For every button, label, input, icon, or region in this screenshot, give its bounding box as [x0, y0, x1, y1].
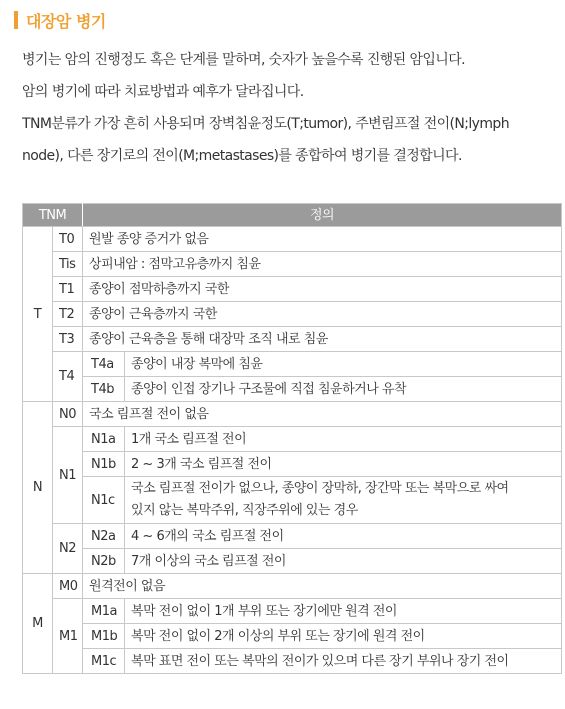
code-n0: N0: [53, 402, 83, 427]
category-t: T: [23, 227, 53, 402]
definition-t4a: 종양이 내장 복막에 침윤: [125, 352, 562, 377]
table-row: [23, 327, 562, 352]
code-m1: M1: [53, 599, 83, 674]
code-n1c: N1c: [83, 477, 125, 524]
code-m1b: M1b: [83, 624, 125, 649]
code-t0: T0: [53, 227, 83, 252]
definition-m1c: 복막 표면 전이 또는 복막의 전이가 있으며 다른 장기 부위나 장기 전이: [125, 649, 562, 674]
definition-t2: 종양이 근육층까지 국한: [83, 302, 562, 327]
definition-tis: 상피내암 : 점막고유층까지 침윤: [83, 252, 562, 277]
tnm-table: [22, 203, 562, 674]
definition-m0: 원격전이 없음: [83, 574, 562, 599]
definition-m1a: 복막 전이 없이 1개 부위 또는 장기에만 원격 전이: [125, 599, 562, 624]
code-n1a: N1a: [83, 427, 125, 452]
definition-n0: 국소 림프절 전이 없음: [83, 402, 562, 427]
code-n1b: N1b: [83, 452, 125, 477]
definition-n1c-line2: 있지 않는 복막주위, 직장주위에 있는 경우: [131, 503, 358, 518]
code-t4: T4: [53, 352, 83, 402]
header-tnm: TNM: [23, 204, 83, 227]
table-row: [23, 574, 562, 599]
table-row: [23, 549, 562, 574]
intro-line: TNM분류가 가장 흔히 사용되며 장벽침윤정도(T;tumor), 주변림프절 전이(N;lymph: [22, 116, 509, 132]
definition-n1b: 2 ~ 3개 국소 림프절 전이: [125, 452, 562, 477]
section-title-text: 대장암 병기: [26, 11, 106, 31]
intro-line: node), 다른 장기로의 전이(M;metastases)를 종합하여 병기를 결정합니다.: [22, 148, 462, 164]
table-row: [23, 477, 562, 524]
code-t2: T2: [53, 302, 83, 327]
code-t4a: T4a: [83, 352, 125, 377]
definition-n2a: 4 ~ 6개의 국소 림프절 전이: [125, 524, 562, 549]
table-row: [23, 352, 562, 377]
code-t4b: T4b: [83, 377, 125, 402]
table-row: [23, 427, 562, 452]
code-m1c: M1c: [83, 649, 125, 674]
table-row: [23, 252, 562, 277]
title-accent-bar: [14, 11, 18, 29]
code-m0: M0: [53, 574, 83, 599]
definition-n1a: 1개 국소 림프절 전이: [125, 427, 562, 452]
intro-line: 병기는 암의 진행정도 혹은 단계를 말하며, 숫자가 높을수록 진행된 암입니다.: [22, 52, 465, 68]
code-m1a: M1a: [83, 599, 125, 624]
definition-n1c: [125, 477, 562, 524]
table-row: [23, 624, 562, 649]
table-row: [23, 452, 562, 477]
code-t1: T1: [53, 277, 83, 302]
definition-n1c-line1: 국소 림프절 전이가 없으나, 종양이 장막하, 장간막 또는 복막으로 싸여: [131, 481, 509, 496]
table-row: [23, 377, 562, 402]
intro-paragraph: [22, 44, 562, 172]
intro-line: 암의 병기에 따라 치료방법과 예후가 달라집니다.: [22, 84, 304, 100]
definition-t4b: 종양이 인접 장기나 구조물에 직접 침윤하거나 유착: [125, 377, 562, 402]
table-row: [23, 524, 562, 549]
table-row: [23, 599, 562, 624]
definition-m1b: 복막 전이 없이 2개 이상의 부위 또는 장기에 원격 전이: [125, 624, 562, 649]
table-row: [23, 302, 562, 327]
definition-t1: 종양이 점막하층까지 국한: [83, 277, 562, 302]
category-m: M: [23, 574, 53, 674]
definition-n2b: 7개 이상의 국소 림프절 전이: [125, 549, 562, 574]
section-title: [14, 9, 106, 31]
code-n2b: N2b: [83, 549, 125, 574]
table-row: [23, 227, 562, 252]
table-header-row: [23, 204, 562, 227]
table-row: [23, 649, 562, 674]
definition-t0: 원발 종양 증거가 없음: [83, 227, 562, 252]
code-n1: N1: [53, 427, 83, 524]
code-tis: Tis: [53, 252, 83, 277]
table-row: [23, 277, 562, 302]
code-t3: T3: [53, 327, 83, 352]
header-definition: 정의: [83, 204, 562, 227]
table-row: [23, 402, 562, 427]
definition-t3: 종양이 근육층을 통해 대장막 조직 내로 침윤: [83, 327, 562, 352]
category-n: N: [23, 402, 53, 574]
code-n2: N2: [53, 524, 83, 574]
code-n2a: N2a: [83, 524, 125, 549]
